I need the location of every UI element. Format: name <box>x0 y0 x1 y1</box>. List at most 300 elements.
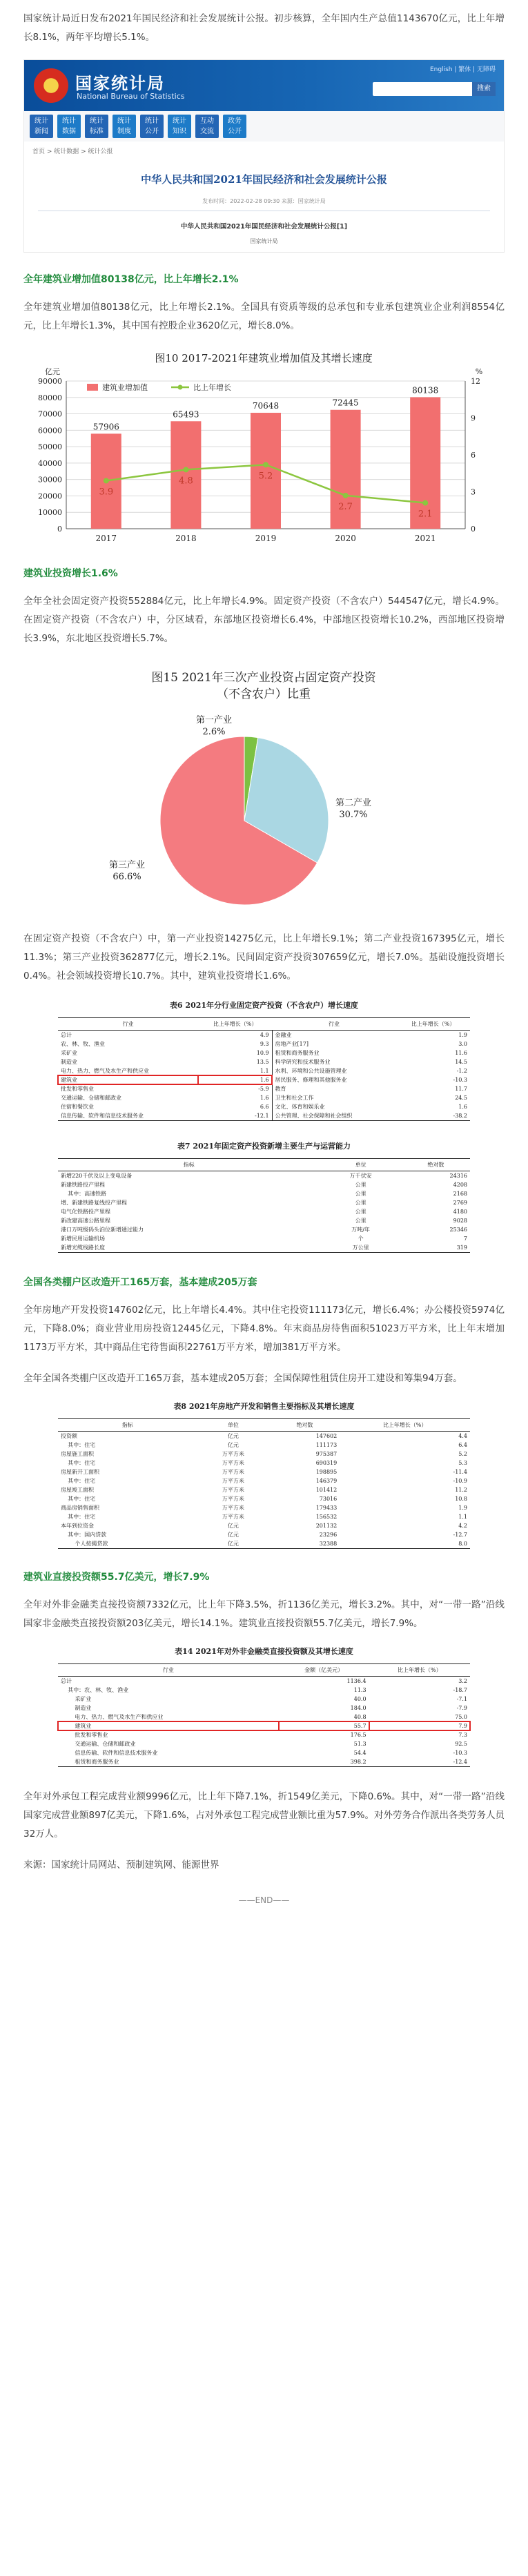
table-cell: 万公里 <box>320 1243 402 1253</box>
table-cell: 新增220千伏及以上变电设备 <box>61 1173 133 1179</box>
table-cell: 8.0 <box>340 1539 470 1549</box>
legend-swatch <box>87 384 98 391</box>
nav-item[interactable]: 统计 公开 <box>140 115 164 138</box>
table-row <box>58 1441 470 1450</box>
table-row <box>58 1432 470 1441</box>
y-tick-label: 70000 <box>38 409 62 419</box>
table-cell: 2168 <box>453 1191 467 1197</box>
table-row <box>58 1225 470 1234</box>
table-row <box>58 1207 470 1216</box>
slice-label: 第二产业 <box>335 798 372 808</box>
table-cell: 11.3 <box>353 1687 366 1693</box>
table-cell: -12.1 <box>198 1111 272 1121</box>
table-cell: -10.3 <box>453 1077 467 1083</box>
table-cell: 9028 <box>453 1218 467 1224</box>
table-cell: 201132 <box>315 1523 338 1529</box>
article-author: 国家统计局 <box>250 238 278 244</box>
line-point <box>104 478 109 483</box>
table-cell: 4.4 <box>458 1433 467 1439</box>
table-row <box>58 1512 470 1521</box>
table-cell: 32388 <box>270 1539 340 1549</box>
table-cell: 25346 <box>449 1227 467 1233</box>
table-8 <box>58 1401 470 1549</box>
table-cell: 制造业 <box>61 1059 77 1065</box>
table-cell: 金融业 <box>272 1031 396 1040</box>
breadcrumb[interactable]: 首页 > 统计数据 > 统计公报 <box>24 142 504 159</box>
nbs-search-input[interactable] <box>373 82 496 96</box>
table-cell: 信息传输、软件和信息技术服务业 <box>61 1750 158 1756</box>
axis-label-right: % <box>475 367 483 376</box>
table-cell: 房屋新开工面积 <box>61 1469 99 1475</box>
table-cell: 港口万吨级码头泊位新增通过能力 <box>61 1227 144 1233</box>
table-row <box>58 1180 470 1189</box>
line-point <box>343 493 349 498</box>
y2-tick-label: 0 <box>471 525 476 534</box>
column-header: 比上年增长（%） <box>198 1018 272 1031</box>
table-cell: -5.9 <box>258 1086 269 1092</box>
table-cell: 交通运输、仓储和邮政业 <box>61 1095 121 1101</box>
table-cell: 179433 <box>315 1505 338 1511</box>
table-cell: -7.1 <box>456 1696 467 1702</box>
table-cell: 租赁和商务服务业 <box>272 1048 396 1057</box>
bar-line-chart <box>23 348 505 555</box>
table-cell: 10.9 <box>256 1050 269 1056</box>
table-cell: 其中：农、林、牧、渔业 <box>61 1687 129 1693</box>
table-cell: 本年到位资金 <box>61 1523 94 1529</box>
table-cell: 13.5 <box>256 1059 269 1065</box>
table-cell: 万平方米 <box>222 1514 244 1520</box>
table-cell: 1.6 <box>198 1075 272 1084</box>
table-cell: 亿元 <box>227 1442 239 1448</box>
section-heading: 全年建筑业增加值80138亿元，比上年增长2.1% <box>23 274 239 285</box>
table-cell: 10.8 <box>455 1496 467 1502</box>
table-cell: 40.8 <box>353 1714 366 1720</box>
table-row <box>58 1111 470 1121</box>
table-cell: 万平方米 <box>222 1487 244 1493</box>
paragraph: 全年对外非金融类直接投资额7332亿元，比上年下降3.5%，折1136亿美元，增长3.2%。其中，对“一带一路”沿线国家非金融类直接投资额203亿美元，增长14.1%。建筑业直接投资额55.7亿美元，增长7.9%。 <box>23 1599 505 1629</box>
table-cell: 公里 <box>355 1191 366 1197</box>
table-cell: -11.4 <box>453 1469 467 1475</box>
nav-item[interactable]: 统计 知识 <box>168 115 191 138</box>
table-row <box>58 1748 470 1757</box>
table-cell: 增、新建铁路复线投产里程 <box>61 1200 127 1206</box>
bar-value-label: 72445 <box>332 398 359 408</box>
table-row <box>58 1503 470 1512</box>
nav-item[interactable]: 统计 新闻 <box>30 115 53 138</box>
line-value-label: 2.7 <box>338 501 353 512</box>
table-row <box>58 1102 470 1111</box>
column-header: 行业 <box>272 1018 396 1031</box>
table-title: 表8 2021年房地产开发和销售主要指标及其增长速度 <box>173 1402 355 1411</box>
table-cell: 1.6 <box>260 1095 269 1101</box>
column-header: 行业 <box>58 1664 279 1677</box>
y2-tick-label: 3 <box>471 487 476 497</box>
table-cell: 其中：住宅 <box>61 1460 96 1466</box>
intro-paragraph: 国家统计局近日发布2021年国民经济和社会发展统计公报。初步核算，全年国内生产总值1143670亿元，比上年增长8.1%，两年平均增长5.1%。 <box>23 13 505 43</box>
table-cell: 新增民用运输机场 <box>61 1236 105 1242</box>
table-row <box>58 1075 470 1084</box>
paragraph: 全年全社会固定资产投资552884亿元，比上年增长4.9%。固定资产投资（不含农户）544547亿元，增长4.9%。在固定资产投资（不含农户）中，分区域看，东部地区投资增长6.4%，中部地区投资增长10.2%，西部地区投资增长3.9%，东北地区投资增长5.7%。 <box>23 596 505 644</box>
table-cell: 房地产业[17] <box>272 1040 396 1048</box>
nbs-header <box>24 60 504 111</box>
table-title: 表7 2021年固定资产投资新增主要生产与运营能力 <box>177 1142 351 1151</box>
table-cell: 商品房销售面积 <box>61 1505 99 1511</box>
pie-chart <box>23 661 505 930</box>
y-tick-label: 0 <box>57 525 62 534</box>
column-header: 比上年增长（%） <box>369 1664 470 1677</box>
line-value-label: 3.9 <box>99 487 114 498</box>
table-row <box>58 1171 470 1181</box>
column-header: 绝对数 <box>402 1159 470 1171</box>
table-cell: 14.5 <box>455 1059 467 1065</box>
table-row <box>58 1040 470 1048</box>
slice-value: 30.7% <box>339 810 368 820</box>
table-row <box>58 1530 470 1539</box>
table-cell: 亿元 <box>197 1539 269 1549</box>
table-cell: 690319 <box>315 1460 338 1466</box>
y-tick-label: 50000 <box>38 442 62 452</box>
table-cell: 信息传输、软件和信息技术服务业 <box>58 1111 198 1121</box>
legend-label: 比上年增长 <box>193 383 231 392</box>
axis-label-left: 亿元 <box>45 367 60 376</box>
legend-label: 建筑业增加值 <box>102 383 148 392</box>
table-cell: 亿元 <box>227 1532 239 1538</box>
table-7 <box>58 1140 470 1253</box>
slice-value: 66.6% <box>113 872 141 882</box>
table-cell: 建筑业 <box>58 1721 279 1730</box>
table-cell: 7.9 <box>369 1721 470 1730</box>
table-cell: -18.7 <box>453 1687 467 1693</box>
table-cell: 1.1 <box>458 1514 467 1520</box>
table-cell: -38.2 <box>396 1111 470 1121</box>
table-cell: 万平方米 <box>222 1505 244 1511</box>
table-6-grid <box>58 1017 470 1121</box>
table-cell: 交通运输、仓储和邮政业 <box>61 1741 136 1747</box>
x-tick-label: 2021 <box>414 534 436 543</box>
table-row <box>58 1704 470 1713</box>
table-cell: 3.0 <box>458 1041 467 1047</box>
national-emblem-icon <box>34 68 68 103</box>
slice-label: 第三产业 <box>108 860 146 870</box>
nbs-search-button[interactable]: 搜索 <box>472 82 496 96</box>
table-cell: 101412 <box>315 1487 338 1493</box>
table-cell: 采矿业 <box>61 1696 92 1702</box>
table-cell: 万吨/年 <box>351 1227 370 1233</box>
table-cell: 4180 <box>453 1209 467 1215</box>
table-row <box>58 1485 470 1494</box>
nav-item[interactable]: 互动 交流 <box>195 115 219 138</box>
nav-item[interactable]: 政务 公开 <box>223 115 246 138</box>
table-cell: -12.4 <box>369 1757 470 1767</box>
table-cell: 总计 <box>61 1032 72 1038</box>
table-cell: 6.4 <box>458 1442 467 1448</box>
line-value-label: 5.2 <box>258 471 273 482</box>
table-cell: 55.7 <box>279 1721 369 1730</box>
table-cell: 其中：住宅 <box>61 1496 96 1502</box>
table-cell: 4208 <box>453 1182 467 1188</box>
bar-value-label: 57906 <box>92 422 119 432</box>
table-row <box>58 1721 470 1730</box>
table-cell: 11.7 <box>455 1086 467 1092</box>
table-cell: 教育 <box>272 1084 396 1093</box>
table-cell: 92.5 <box>455 1741 467 1747</box>
table-cell: 新改建高速公路里程 <box>61 1218 110 1224</box>
section-heading: 全国各类棚户区改造开工165万套，基本建成205万套 <box>23 1277 257 1288</box>
end-marker: ——END—— <box>238 1895 290 1905</box>
table-cell: 房屋施工面积 <box>61 1451 94 1457</box>
column-header: 单位 <box>320 1159 402 1171</box>
article-meta: 发布时间：2022-02-28 09:30 来源：国家统计局 <box>202 198 326 204</box>
table-cell: 5.3 <box>458 1460 467 1466</box>
chart-title: 图10 2017-2021年建筑业增加值及其增长速度 <box>155 352 373 364</box>
table-row <box>58 1757 470 1767</box>
table-cell: 万平方米 <box>222 1451 244 1457</box>
y2-tick-label: 6 <box>471 451 476 460</box>
table-cell: 176.5 <box>350 1732 366 1738</box>
table-row <box>58 1189 470 1198</box>
column-header: 金额（亿美元） <box>279 1664 369 1677</box>
table-row <box>58 1476 470 1485</box>
table-cell: 7 <box>463 1236 467 1242</box>
table-cell: 科学研究和技术服务业 <box>272 1057 396 1066</box>
table-7-grid <box>58 1158 470 1253</box>
column-header: 比上年增长（%） <box>396 1018 470 1031</box>
table-cell: 万平方米 <box>222 1460 244 1466</box>
x-tick-label: 2017 <box>95 534 117 543</box>
table-cell: 54.4 <box>353 1750 366 1756</box>
y-tick-label: 60000 <box>38 426 62 436</box>
paragraph: 在固定资产投资（不含农户）中，第一产业投资14275亿元，比上年增长9.1%；第二产业投资167395亿元，增长11.3%；第三产业投资362877亿元，增长2.1%。民间固定资产投资307659亿元，增长7.0%。基础设施投资增长0.4%。社会领域投资增长10.7%。其中，建筑业投资增长1.6%。 <box>23 933 505 982</box>
table-cell: 公共管理、社会保障和社会组织 <box>272 1111 396 1121</box>
legend-marker <box>178 385 183 390</box>
x-tick-label: 2020 <box>335 534 356 543</box>
nbs-screenshot <box>23 59 505 253</box>
y-tick-label: 10000 <box>38 508 62 518</box>
table-cell: 4.9 <box>260 1032 269 1038</box>
table-row <box>58 1539 470 1549</box>
x-tick-label: 2018 <box>175 534 197 543</box>
table-8-grid <box>58 1418 470 1549</box>
column-header: 行业 <box>58 1018 198 1031</box>
paragraph: 全年全国各类棚户区改造开工165万套，基本建成205万套；全国保障性租赁住房开工建设和筹集94万套。 <box>23 1373 462 1384</box>
table-cell: 公里 <box>355 1182 366 1188</box>
table-cell: 111173 <box>315 1442 338 1448</box>
table-cell: 投资额 <box>61 1433 77 1439</box>
table-cell: 147602 <box>315 1433 338 1439</box>
table-cell: 4.2 <box>458 1523 467 1529</box>
table-cell: 75.0 <box>455 1714 467 1720</box>
table-cell: -12.7 <box>453 1532 467 1538</box>
chart-10-svg <box>23 348 505 555</box>
table-cell: 新建铁路投产里程 <box>61 1182 105 1188</box>
y-tick-label: 30000 <box>38 475 62 485</box>
table-cell: 156532 <box>315 1514 338 1520</box>
bar <box>170 421 201 529</box>
table-row <box>58 1066 470 1075</box>
table-cell: 146379 <box>315 1478 338 1484</box>
table-6 <box>58 999 470 1121</box>
table-cell: 51.3 <box>353 1741 366 1747</box>
table-cell: 水利、环境和公共设施管理业 <box>272 1066 396 1075</box>
table-cell: 个人按揭贷款 <box>58 1539 197 1549</box>
table-cell: 7.3 <box>458 1732 467 1738</box>
table-row <box>58 1695 470 1704</box>
table-cell: 建筑业 <box>58 1075 198 1084</box>
table-cell: 卫生和社会工作 <box>272 1093 396 1102</box>
column-header: 比上年增长（%） <box>340 1419 470 1432</box>
table-cell: 1.1 <box>260 1068 269 1074</box>
line-value-label: 4.8 <box>179 476 193 487</box>
line-point <box>183 467 188 472</box>
table-row <box>58 1739 470 1748</box>
nav-item[interactable]: 统计 数据 <box>57 115 81 138</box>
table-cell: 房屋竣工面积 <box>61 1487 94 1493</box>
nbs-title: 国家统计局 <box>75 73 165 93</box>
table-cell: -10.9 <box>453 1478 467 1484</box>
table-cell: 11.2 <box>455 1487 467 1493</box>
chart-title: 图15 2021年三次产业投资占固定资产投资 <box>151 671 376 685</box>
table-cell: 319 <box>402 1243 470 1253</box>
table-title: 表14 2021年对外非金融类直接投资额及其增长速度 <box>175 1647 353 1656</box>
table-cell: 40.0 <box>353 1696 366 1702</box>
table-row <box>58 1216 470 1225</box>
table-cell: 文化、体育和娱乐业 <box>272 1102 396 1111</box>
nbs-subtitle: National Bureau of Statistics <box>77 92 185 101</box>
slice-label: 第一产业 <box>195 715 233 725</box>
table-title: 表6 2021年分行业固定资产投资（不含农户）增长速度 <box>169 1001 359 1010</box>
bar-value-label: 80138 <box>412 385 439 396</box>
table-cell: 5.2 <box>458 1451 467 1457</box>
table-cell: 24.5 <box>455 1095 467 1101</box>
table-cell: 亿元 <box>227 1433 239 1439</box>
chart-title: （不含农户）比重 <box>217 687 311 701</box>
table-cell: 11.6 <box>455 1050 467 1056</box>
table-14-grid <box>58 1663 470 1767</box>
bar-value-label: 65493 <box>173 409 199 420</box>
table-row <box>58 1677 470 1686</box>
column-header: 单位 <box>197 1419 269 1432</box>
table-cell: 新增光缆线路长度 <box>58 1243 320 1253</box>
paragraph: 全年建筑业增加值80138亿元，比上年增长2.1%。全国具有资质等级的总承包和专业承包建筑业企业利润8554亿元，比上年增长1.3%，其中国有控股企业3620亿元，增长8.0%。 <box>23 302 505 331</box>
table-cell: 1.9 <box>458 1032 467 1038</box>
table-cell: 采矿业 <box>61 1050 77 1056</box>
table-cell: 制造业 <box>61 1705 92 1711</box>
table-cell: 公里 <box>355 1200 366 1206</box>
nav-item[interactable]: 统计 标准 <box>85 115 108 138</box>
table-row <box>58 1084 470 1093</box>
table-cell: 其中：住宅 <box>61 1442 96 1448</box>
table-cell: 73016 <box>319 1496 338 1502</box>
column-header: 指标 <box>58 1159 320 1171</box>
source-note: 来源：国家统计局网站、预制建筑网、能源世界 <box>23 1860 219 1871</box>
table-row <box>58 1234 470 1243</box>
nbs-top-links[interactable]: English | 繁体 | 无障碍 <box>429 66 496 73</box>
table-cell: 184.0 <box>350 1705 366 1711</box>
table-row <box>58 1031 470 1040</box>
table-cell: 其中：国内贷款 <box>61 1532 107 1538</box>
table-cell: 亿元 <box>227 1523 239 1529</box>
y-tick-label: 90000 <box>38 377 62 386</box>
table-cell: -1.2 <box>456 1068 467 1074</box>
y-tick-label: 40000 <box>38 458 62 468</box>
table-row <box>58 1048 470 1057</box>
y2-tick-label: 12 <box>471 377 480 386</box>
table-cell: 6.6 <box>260 1104 269 1110</box>
table-cell: 总计 <box>61 1678 72 1684</box>
table-cell: -10.3 <box>453 1750 467 1756</box>
paragraph: 全年对外承包工程完成营业额9996亿元，比上年下降7.1%，折1549亿美元，下降0.6%。其中，对“一带一路”沿线国家完成营业额897亿美元，下降1.6%，占对外承包工程完成营业额比重为57.9%。对外劳务合作派出各类劳务人员32万人。 <box>23 1791 505 1840</box>
nav-item[interactable]: 统计 制度 <box>113 115 136 138</box>
y-tick-label: 80000 <box>38 393 62 402</box>
slice-value: 2.6% <box>202 727 226 737</box>
bar-value-label: 70648 <box>252 401 280 411</box>
section-heading: 建筑业直接投资额55.7亿美元，增长7.9% <box>23 1572 210 1583</box>
section-heading: 建筑业投资增长1.6% <box>23 568 118 579</box>
table-cell: 398.2 <box>279 1757 369 1767</box>
article-subtitle: 中华人民共和国2021年国民经济和社会发展统计公报[1] <box>180 223 348 231</box>
table-row <box>58 1713 470 1721</box>
table-cell: 其中：高速铁路 <box>61 1191 107 1197</box>
table-cell: 批发和零售业 <box>61 1732 108 1738</box>
chart-15-svg <box>23 661 505 930</box>
table-row <box>58 1093 470 1102</box>
table-cell: 万平方米 <box>222 1496 244 1502</box>
line-value-label: 2.1 <box>418 509 433 520</box>
table-row <box>58 1521 470 1530</box>
y2-tick-label: 9 <box>471 413 476 423</box>
table-cell: 电力、热力、燃气及水生产和供应业 <box>61 1068 149 1074</box>
nbs-article-head <box>24 159 504 252</box>
table-cell: 电力、热力、燃气及水生产和供应业 <box>61 1714 164 1720</box>
table-cell: 2769 <box>453 1200 467 1206</box>
table-cell: 万平方米 <box>222 1469 244 1475</box>
table-cell: 公里 <box>355 1218 366 1224</box>
table-cell: 租赁和商务服务业 <box>58 1757 279 1767</box>
table-14 <box>58 1646 470 1767</box>
table-cell: 23296 <box>319 1532 338 1538</box>
table-cell: 1136.4 <box>346 1678 366 1684</box>
table-cell: 198895 <box>315 1469 338 1475</box>
table-cell: 万千伏安 <box>349 1173 372 1179</box>
table-cell: 24316 <box>449 1173 467 1179</box>
table-cell: 农、林、牧、渔业 <box>61 1041 105 1047</box>
table-row <box>58 1467 470 1476</box>
line-point <box>422 500 428 506</box>
table-cell: 个 <box>358 1236 364 1242</box>
table-cell: 975387 <box>315 1451 338 1457</box>
table-cell: 3.2 <box>458 1678 467 1684</box>
table-row <box>58 1198 470 1207</box>
table-row <box>58 1450 470 1458</box>
table-cell: 万平方米 <box>222 1478 244 1484</box>
table-row <box>58 1730 470 1739</box>
article-title: 中华人民共和国2021年国民经济和社会发展统计公报 <box>141 173 387 186</box>
table-cell: 1.6 <box>458 1104 467 1110</box>
table-cell: 住宿和餐饮业 <box>61 1104 94 1110</box>
table-cell: 其中：住宅 <box>61 1514 96 1520</box>
paragraph: 全年房地产开发投资147602亿元，比上年增长4.4%。其中住宅投资111173亿元，增长6.4%；办公楼投资5974亿元，下降8.0%；商业营业用房投资12445亿元，下降4.8%。年末商品房待售面积51023万平方米，比上年末增加1173万平方米，其中商品住宅待售面积22761万平方米，增加381万平方米。 <box>23 1305 505 1353</box>
nbs-nav <box>24 111 504 142</box>
column-header: 指标 <box>58 1419 197 1432</box>
table-cell: 1.9 <box>458 1505 467 1511</box>
x-tick-label: 2019 <box>255 534 277 543</box>
line-point <box>263 462 268 467</box>
table-row <box>58 1243 470 1253</box>
table-cell: 电气化铁路投产里程 <box>61 1209 110 1215</box>
table-cell: 批发和零售业 <box>61 1086 94 1092</box>
column-header: 绝对数 <box>270 1419 340 1432</box>
table-row <box>58 1686 470 1695</box>
